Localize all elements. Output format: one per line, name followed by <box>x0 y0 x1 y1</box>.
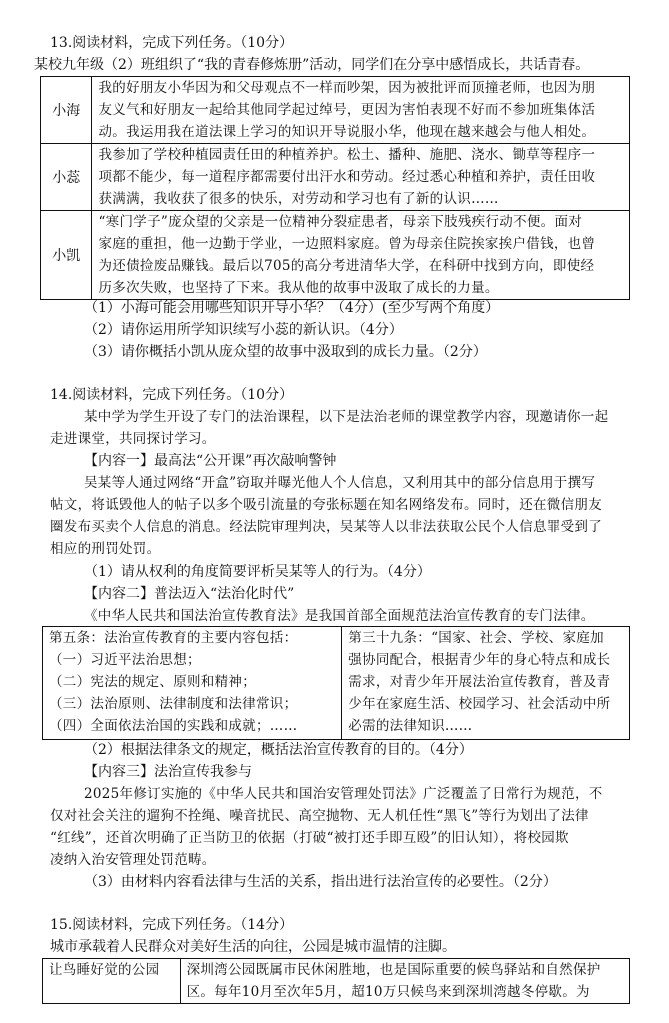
article-5-cell <box>43 627 342 740</box>
material-line: 动。我运用我在道法课上学习的知识开导说服小华，他现在越来越会与他人相处。 <box>98 124 596 140</box>
q14-content3-line: 凌纳入治安管理处罚范畴。 <box>50 852 216 868</box>
q14-content1-line: 吴某等人通过网络“开盒”窃取并曝光他人个人信息，又利用其中的部分信息用于撰写 <box>84 475 596 491</box>
park-description-cell <box>180 959 629 1004</box>
material-line: 家庭的重担，他一边勤于学业，一边照料家庭。曾为母亲住院挨家挨户借钱，也曾 <box>98 236 596 252</box>
q13-task-1: （1）小海可能会用哪些知识开导小华？（4分）(至少写两个角度） <box>84 300 500 316</box>
student-name: 小凯 <box>41 211 92 300</box>
park-name-cell <box>43 959 181 1004</box>
law-articles-table <box>42 626 630 740</box>
q14-content3-line: 仅对社会关注的遛狗不拴绳、噪音扰民、高空抛物、无人机任性“黑飞”等行为划出了法律 <box>50 808 589 824</box>
student-name: 小海 <box>41 77 92 144</box>
law-line: 第三十九条：“国家、社会、学校、家庭加 <box>348 630 604 646</box>
material-line: 为还债捡废品赚钱。最后以705的高分考进清华大学，在科研中找到方向，即使经 <box>98 258 595 274</box>
q14-content2-intro: 《中华人民共和国法治宣传教育法》是我国首部全面规范法治宣传教育的专门法律。 <box>84 608 595 624</box>
q13-task-2: （2）请你运用所学知识续写小蕊的新认识。（4分） <box>84 322 403 338</box>
q14-content2-title: 【内容二】普法迈入“法治化时代” <box>84 586 295 602</box>
q13-task-3: （3）请你概括小凯从庞众望的故事中汲取到的成长力量。（2分） <box>84 344 487 360</box>
material-line: 获满满，我收获了很多的快乐，对劳动和学习也有了新的认识…… <box>98 191 499 207</box>
q14-content1-title: 【内容一】最高法“公开课”再次敲响警钟 <box>84 453 337 469</box>
law-line: （四）全面依法治国的实践和成就；…… <box>49 718 298 734</box>
q13-intro: 某校九年级（2）班组织了“我的青春修炼册”活动，同学们在分享中感悟成长，共话青春。 <box>34 57 590 73</box>
q14-task-3: （3）由材料内容看法律与生活的关系，指出进行法治宣传的必要性。（2分） <box>84 874 557 890</box>
material-line: 区。每年10月至次年5月，超10万只候鸟来到深圳湾越冬停歇。为 <box>186 984 590 1000</box>
table-row <box>41 77 630 144</box>
q14-heading: 14.阅读材料，完成下列任务。（10分） <box>50 387 294 403</box>
q14-content1-line: 圈发布买卖个人信息的消息。经法院审理判决，吴某等人以非法获取公民个人信息罪受到了 <box>50 519 602 535</box>
q13-material-table <box>40 76 630 300</box>
material-line: “寒门学子”庞众望的父亲是一位精神分裂症患者，母亲下肢残疾行动不便。面对 <box>98 214 583 230</box>
park-name: 让鸟睡好觉的公园 <box>49 962 160 978</box>
table-row <box>41 211 630 300</box>
law-line: （二）宪法的规定、原则和精神； <box>49 674 256 690</box>
table-row <box>43 959 630 1004</box>
law-line: 必需的法律知识…… <box>348 718 473 734</box>
q14-content3-line: 2025年修订实施的《中华人民共和国治安管理处罚法》广泛覆盖了日常行为规范，不 <box>84 786 603 802</box>
q14-task-1: （1）请从权利的角度简要评析吴某等人的行为。（4分） <box>84 564 431 580</box>
material-line: 深圳湾公园既属市民休闲胜地，也是国际重要的候鸟驿站和自然保护 <box>186 962 601 978</box>
material-line: 我参加了学校种植园责任田的种植养护。松土、播种、施肥、浇水、锄草等程序一 <box>98 147 596 163</box>
q14-content1-line: 帖文，将诋毁他人的帖子以多个吸引流量的夸张标题在知名网络发布。同时，还在微信朋友 <box>50 497 602 513</box>
law-line: （三）法治原则、法律制度和法律常识； <box>49 696 298 712</box>
material-line: 友义气和好朋友一起给其他同学起过绰号，更因为害怕表现不好而不参加班集体活 <box>98 102 596 118</box>
q14-task-2: （2）根据法律条文的规定，概括法治宣传教育的目的。（4分） <box>84 742 473 758</box>
student-name: 小蕊 <box>41 144 92 211</box>
law-line: 强协同配合，根据青少年的身心特点和成长 <box>348 652 611 668</box>
material-line: 我的好朋友小华因为和父母观点不一样而吵架，因为被批评而顶撞老师，也因为朋 <box>98 80 596 96</box>
q15-intro: 城市承载着人民群众对美好生活的向往，公园是城市温情的注脚。 <box>50 939 456 955</box>
q14-intro-line: 某中学为学生开设了专门的法治课程，以下是法治老师的课堂教学内容，现邀请你一起 <box>84 409 609 425</box>
q14-content3-line: “红线”，还首次明确了正当防卫的依据（打破“被打还手即互殴”的旧认知），将校园欺 <box>50 830 569 846</box>
material-line: 项都不能少，每一道程序都需要付出汗水和劳动。经过悉心种植和养护，责任田收 <box>98 169 596 185</box>
q14-content3-title: 【内容三】法治宣传我参与 <box>84 764 252 780</box>
law-line: 少年在家庭生活、校园学习、社会活动中所 <box>348 696 611 712</box>
law-line: 需求，对青少年开展法治宣传教育，普及青 <box>348 674 611 690</box>
law-line: （一）习近平法治思想； <box>49 652 201 668</box>
q13-heading: 13.阅读材料，完成下列任务。（10分） <box>50 35 294 51</box>
q15-heading: 15.阅读材料，完成下列任务。（14分） <box>50 917 294 933</box>
material-line: 历多次失败，也坚持了下来。我从他的故事中汲取了成长的力量。 <box>98 280 499 296</box>
table-row <box>41 144 630 211</box>
law-line: 第五条：法治宣传教育的主要内容包括： <box>49 630 298 646</box>
q14-intro-line: 走进课堂，共同探讨学习。 <box>50 431 216 447</box>
article-39-cell <box>342 627 630 740</box>
q14-content1-line: 相应的刑罚处罚。 <box>50 541 161 557</box>
q15-material-table <box>42 958 630 1004</box>
